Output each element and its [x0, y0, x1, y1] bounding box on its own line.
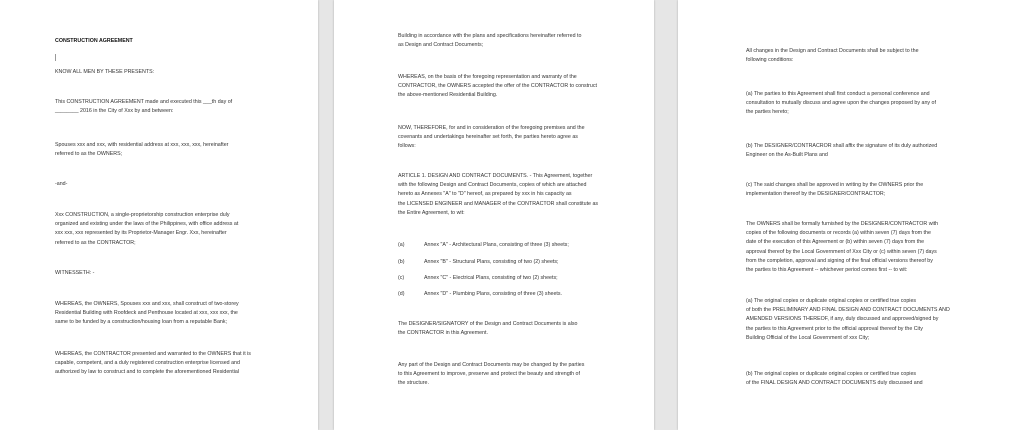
paragraph[interactable]: The OWNERS shall be formally furnished by the DESIGNER/CONTRACTOR with copies of the following documents or records (a) within seven (7) days from the date of the execution of this Agreement or (b) within seven (7) days from the approval thereof by the Local Government of Xxx City or (c) within seven (7) days from the completion, approval and signing of the final official versions thereof by the parties to this Agreement -- whichever period comes first -- to wit:: [746, 221, 939, 274]
paragraph[interactable]: (c) The said changes shall be approved in writing by the OWNERS prior the implementation thereof by the DESIGNER/CONTRACTOR;: [746, 182, 924, 198]
paragraph[interactable]: NOW, THEREFORE, for and in consideration of the foregoing premises and the covenants and undertakings hereinafter set forth, the parties hereto agree as follows:: [398, 125, 585, 150]
annex-label: (c): [398, 275, 405, 281]
document-title: CONSTRUCTION AGREEMENT: [55, 38, 133, 44]
annex-text: Annex "C" - Electrical Plans, consisting of two (2) sheets;: [424, 275, 558, 281]
paragraph[interactable]: Xxx CONSTRUCTION, a single-proprietorship construction enterprise duly organized and existing under the laws of the Philippines, with office address at xxx xxx, xxx represented by its Proprietor-Manager Engr. Xxx, hereinafter referred to as the CONTRACTOR;: [55, 212, 239, 246]
annex-label: (a): [398, 242, 405, 248]
document-page-1: [0, 0, 318, 430]
paragraph[interactable]: Building in accordance with the plans and specifications hereinafter referred to as Design and Contract Documents;: [398, 33, 582, 49]
paragraph[interactable]: Spouses xxx and xxx, with residential address at xxx, xxx, xxx, hereinafter referred to as the OWNERS;: [55, 142, 229, 158]
paragraph[interactable]: (b) The DESIGNER/CONTRACROR shall affix the signature of its duly authorized Engineer on the As-Built Plans and: [746, 143, 938, 159]
paragraph[interactable]: (a) The original copies or duplicate original copies or certified true copies of both the PRELIMINARY AND FINAL DESIGN AND CONTRACT DOCUMENTS AND AMENDED VERSIONS THEREOF, if any, duly discussed and approved/signed by the parties to this Agreement prior to the official approval thereof by the City Building Official of the Local Government of xxx City;: [746, 298, 950, 341]
paragraph[interactable]: Any part of the Design and Contract Documents may be changed by the parties to this Agreement to improve, preserve and protect the beauty and strength of the structure.: [398, 362, 585, 387]
paragraph[interactable]: WHEREAS, the OWNERS, Spouses xxx and xxx, shall construct of two-storey Residential Building with Roofdeck and Penthouse located at xxx, xxx xxx, the same to be funded by a construction/housing loan from a reputable Bank;: [55, 301, 239, 326]
annex-label: (b): [398, 259, 405, 265]
paragraph[interactable]: WHEREAS, the CONTRACTOR presented and warranted to the OWNERS that it is capable, competent, and a duly registered construction enterprise licensed and authorized by law to construct and to complete the aforementioned Residential: [55, 351, 251, 376]
paragraph[interactable]: This CONSTRUCTION AGREEMENT made and executed this ___th day of ________ 2016 in the City of Xxx by and between:: [55, 99, 233, 115]
annex-text: Annex "D" - Plumbing Plans, consisting of three (3) sheets.: [424, 291, 563, 297]
annex-label: (d): [398, 291, 405, 297]
paragraph[interactable]: -and-: [55, 181, 68, 187]
annex-text: Annex "A" - Architectural Plans, consisting of three (3) sheets;: [424, 242, 569, 248]
paragraph[interactable]: WHEREAS, on the basis of the foregoing representation and warranty of the CONTRACTOR, the OWNERS accepted the offer of the CONTRACTOR to construct the above-mentioned Residential Building.: [398, 74, 597, 99]
paragraph[interactable]: All changes in the Design and Contract Documents shall be subject to the following conditions:: [746, 48, 919, 64]
paragraph[interactable]: ARTICLE 1. DESIGN AND CONTRACT DOCUMENTS. - This Agreement, together with the following Design and Contract Documents, copies of which are attached hereto as Annexes "A" to "D" hereof, as prepared by xxx in his capacity as the LICENSED ENGINEER and MANAGER of the CONTRACTOR shall constitute as the Entire Agreement, to wit:: [398, 173, 599, 216]
annex-text: Annex "B" - Structural Plans, consisting of two (2) sheets;: [424, 259, 559, 265]
document-page-3: [678, 0, 1024, 430]
paragraph[interactable]: (a) The parties to this Agreement shall first conduct a personal conference and consultation to mutually discuss and agree upon the changes proposed by any of the parties hereto;: [746, 91, 936, 116]
paragraph[interactable]: KNOW ALL MEN BY THESE PRESENTS:: [55, 69, 155, 75]
document-page-2: [334, 0, 654, 430]
paragraph[interactable]: WITNESSETH: -: [55, 270, 95, 276]
paragraph[interactable]: (b) The original copies or duplicate original copies or certified true copies of the FINAL DESIGN AND CONTRACT DOCUMENTS duly discussed and: [746, 371, 923, 387]
text-cursor: [55, 54, 56, 61]
paragraph[interactable]: The DESIGNER/SIGNATORY of the Design and Contract Documents is also the CONTRACTOR in this Agreement.: [398, 321, 578, 337]
